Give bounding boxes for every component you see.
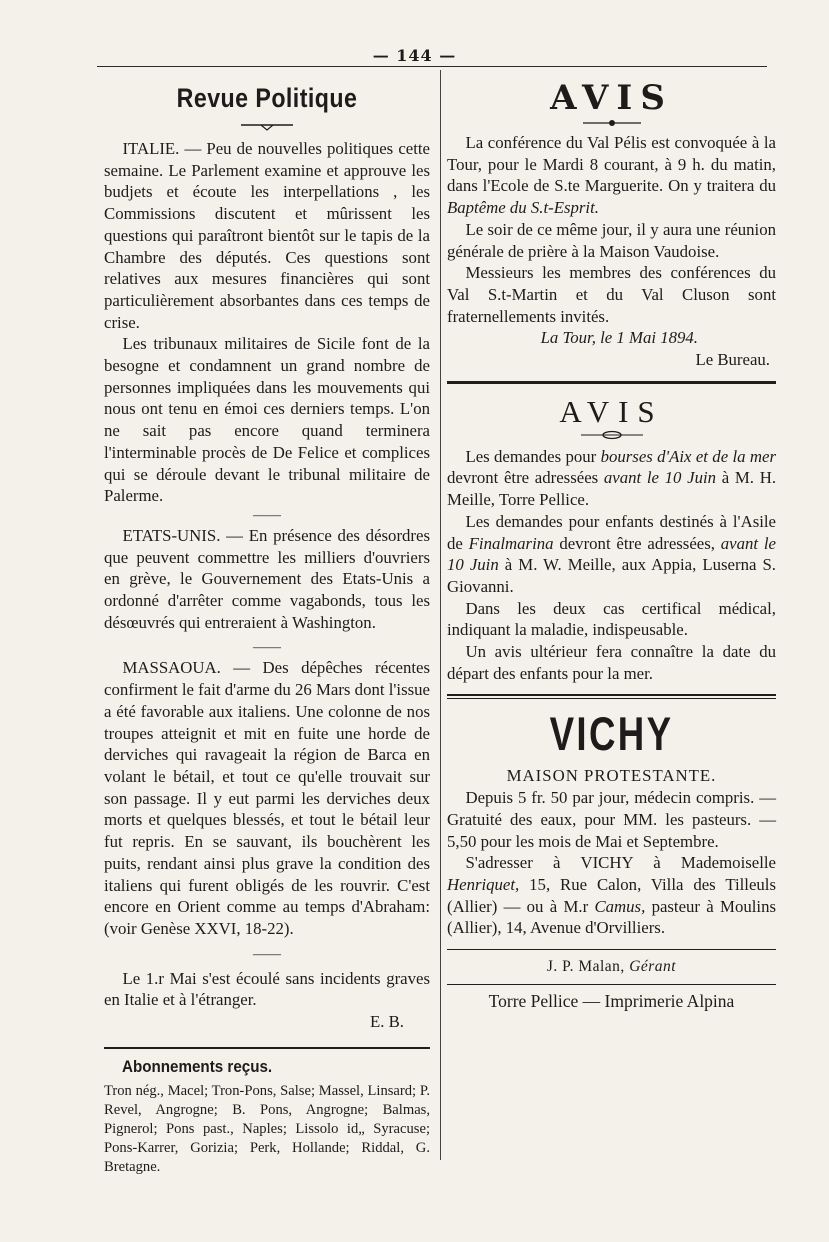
avis-title-decorative: AVIS [550,78,673,118]
right-column [447,78,776,1013]
abonnements-list: Tron nég., Macel; Tron-Pons, Salse; Massel, Linsard; P. Revel, Angrogne; B. Pons, Angrogne; Balmas, Pignerol; Pons past., Naples; Lissolo id„ Syracuse; Pons-Karrer, Gorizia; Perk, Hollande; Riddal, G. Bretagne. [104,1083,430,1175]
avis1-signature: Le Bureau. [695,350,770,370]
premier-mai-paragraph: Le 1.r Mai s'est écoulé sans incidents graves en Italie et à l'étranger. [104,968,430,1010]
avis1-paragraph-3: Messieurs les membres des conférences du Val S.t-Martin et du Val Cluson sont fraternellements invités. [447,263,776,326]
printer-line: Torre Pellice — Imprimerie Alpina [488,990,735,1011]
top-rule [97,66,767,67]
avis1-paragraph-2: Le soir de ce même jour, il y aura une réunion générale de prière à la Maison Vaudoise. [447,219,776,261]
avis2-paragraph-2: Les demandes pour enfants destinés à l'Asile de Finalmarina devront être adressées, avant le 10 Juin à M. W. Meille, aux Appia, Luserna S. Giovanni. [447,511,776,596]
italie-paragraph: ITALIE. — Peu de nouvelles politiques cette semaine. Le Parlement examine et approuve les budjets et écoute les interpellations , les Commissions discutent et mûrissent les questions qui paraîtront bientôt sur le tapis de la Chambre des députés. Ces questions sont relatives aux mesures financières qui sont particulièrement absorbantes dans ces temps de crise. [104,139,430,332]
avis1-date: La Tour, le 1 Mai 1894. [540,328,698,348]
avis2-paragraph-1: Les demandes pour bourses d'Aix et de la mer devront être adressées avant le 10 Juin à M. H. Meille, Torre Pellice. [447,446,777,510]
vichy-paragraph-2: S'adresser à VICHY à Mademoiselle Henriquet, 15, Rue Calon, Villa des Tilleuls (Allier) — ou à M.r Camus, pasteur à Moulins (Allier), 14, Avenue d'Orvilliers. [447,853,776,938]
abonnements-title: Abonnements reçus. [122,1057,273,1076]
page-number: — 144 — [372,46,457,65]
separator: —— [253,640,281,656]
section-rule [447,949,776,950]
gerant-line: J. P. Malan, Gérant [546,958,677,976]
vichy-subtitle: MAISON PROTESTANTE. [506,766,717,786]
left-column [104,82,430,1176]
ornament-divider [577,118,647,128]
column-divider [440,70,441,1160]
revue-politique-title: Revue Politique [176,83,358,113]
tribunaux-paragraph: Les tribunaux militaires de Sicile font de la besogne et condamnent un grand nombre de personnes impliquées dans les mouvements qui nous ont tenu en émoi ces derniers temps. L'on ne sait pas encore quand terminera l'interminable procès de De Felice et complices qui se déroule devant le tribunal militaire de Palerme. [104,334,430,506]
section-rule [104,1047,430,1049]
ornament-divider [237,120,297,132]
signature: E. B. [369,1012,404,1032]
separator: —— [253,946,281,962]
massaoua-paragraph: MASSAOUA. — Des dépêches récentes confirment le fait d'arme du 26 Mars dont l'issue a été favorable aux italiens. Une colonne de nos troupes atteignit et mit en fuite une horde de derviches qui ravageait la région de Barca en volant le bétail, et tout ce qu'elle trouvait sur son passage. Il y eut parmi les derviches deux morts et quelques blessés, et tout le bétail leur fut repris. En se sauvant, ils bouchèrent les puits, rendant ainsi plus grave la condition des italiens qui furent obligés de les rouvrir. C'est encore en Orient comme au temps d'Abraham: (voir Genèse XXVI, 18-22). [104,658,430,938]
avis2-paragraph-3: Dans les deux cas certifical médical, indiquant la maladie, indispeusable. [447,598,776,640]
avis2-paragraph-4: Un avis ultérieur fera connaître la date du départ des enfants pour la mer. [447,642,776,683]
section-rule [447,694,776,699]
separator: —— [253,507,281,523]
etats-unis-paragraph: ETATS-UNIS. — En présence des désordres que peuvent commettre les milliers d'ouvriers en grève, le Gouvernement des Etats-Unis a ordonné d'arrêter comme vagabonds, tous les désœuvrés qui entreraient à Washington. [104,525,430,632]
vichy-title: VICHY [549,707,674,761]
avis-title: AVIS [559,393,664,429]
avis1-paragraph-1: La conférence du Val Pélis est convoquée à la Tour, pour le Mardi 8 courant, à 9 h. du matin, dans l'Ecole de S.te Marguerite. On y traitera du Baptême du S.t-Esprit. [447,133,776,218]
section-rule [447,381,776,384]
ornament-divider [577,430,647,440]
section-rule [447,984,776,985]
vichy-paragraph-1: Depuis 5 fr. 50 par jour, médecin compris. — Gratuité des eaux, pour MM. les pasteurs. — 5,50 pour les mois de Mai et Septembre. [447,788,776,851]
